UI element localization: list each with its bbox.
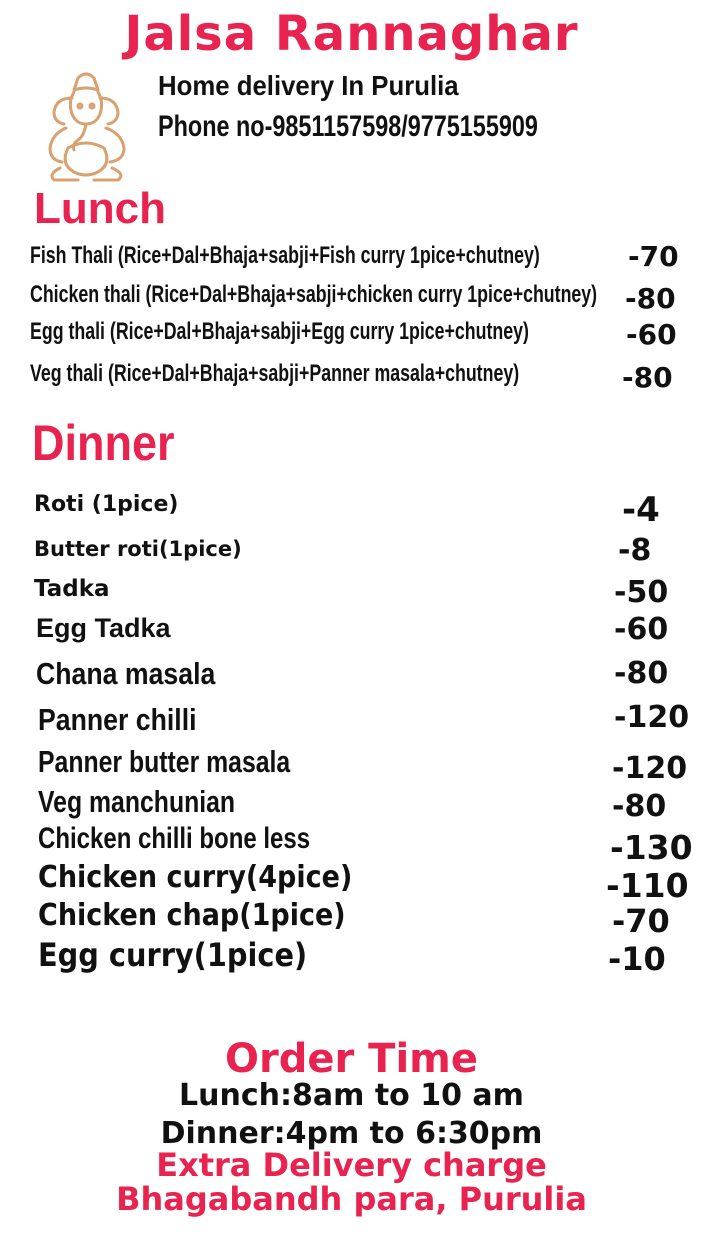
dinner-item-price: -70 [612, 902, 670, 940]
ganesha-logo-icon [38, 68, 134, 184]
dinner-item-price: -120 [614, 700, 690, 735]
lunch-item-name: Fish Thali (Rice+Dal+Bhaja+sabji+Fish curry 1pice+chutney) [30, 242, 540, 269]
delivery-info: Home delivery In Purulia [158, 70, 459, 101]
lunch-item-name: Veg thali (Rice+Dal+Bhaja+sabji+Panner masala+chutney) [30, 360, 520, 387]
dinner-item-name: Egg curry(1pice) [38, 936, 308, 974]
dinner-item-price: -60 [614, 612, 669, 647]
lunch-item-price: -80 [625, 282, 676, 315]
dinner-item-name: Tadka [34, 576, 110, 602]
dinner-item-name: Chana masala [36, 656, 216, 691]
dinner-item-name: Veg manchunian [38, 784, 236, 819]
dinner-order-time: Dinner:4pm to 6:30pm [160, 1116, 543, 1151]
lunch-item-price: -70 [628, 240, 679, 273]
dinner-item-price: -80 [612, 789, 667, 824]
lunch-item-price: -60 [626, 318, 677, 351]
dinner-item-name: Butter roti(1pice) [34, 537, 242, 561]
dinner-item-price: -80 [614, 656, 669, 691]
dinner-item-name: Roti (1pice) [34, 492, 179, 517]
dinner-heading: Dinner [32, 415, 175, 471]
dinner-item-price: -110 [606, 866, 689, 905]
extra-delivery-charge: Extra Delivery charge [156, 1146, 547, 1184]
dinner-item-name: Chicken curry(4pice) [38, 860, 353, 895]
dinner-item-price: -130 [610, 828, 693, 867]
lunch-item-name: Chicken thali (Rice+Dal+Bhaja+sabji+chicken curry 1pice+chutney) [30, 281, 598, 308]
address: Bhagabandh para, Purulia [116, 1180, 587, 1218]
lunch-item-price: -80 [622, 361, 673, 394]
dinner-item-price: -4 [622, 490, 660, 530]
restaurant-title: Jalsa Rannaghar [124, 6, 579, 62]
dinner-item-price: -8 [618, 533, 652, 568]
dinner-item-name: Panner butter masala [38, 744, 291, 779]
dinner-item-price: -120 [612, 751, 688, 786]
phone-number: Phone no-9851157598/9775155909 [158, 110, 538, 143]
dinner-item-name: Chicken chilli bone less [38, 822, 311, 855]
dinner-item-price: -50 [614, 575, 669, 610]
lunch-heading: Lunch [34, 184, 166, 233]
order-time-heading: Order Time [225, 1036, 478, 1082]
dinner-item-name: Chicken chap(1pice) [38, 898, 346, 933]
dinner-item-price: -10 [608, 940, 666, 978]
dinner-item-name: Egg Tadka [36, 613, 171, 643]
dinner-item-name: Panner chilli [38, 702, 197, 737]
lunch-order-time: Lunch:8am to 10 am [179, 1078, 524, 1113]
lunch-item-name: Egg thali (Rice+Dal+Bhaja+sabji+Egg curry 1pice+chutney) [30, 318, 529, 345]
